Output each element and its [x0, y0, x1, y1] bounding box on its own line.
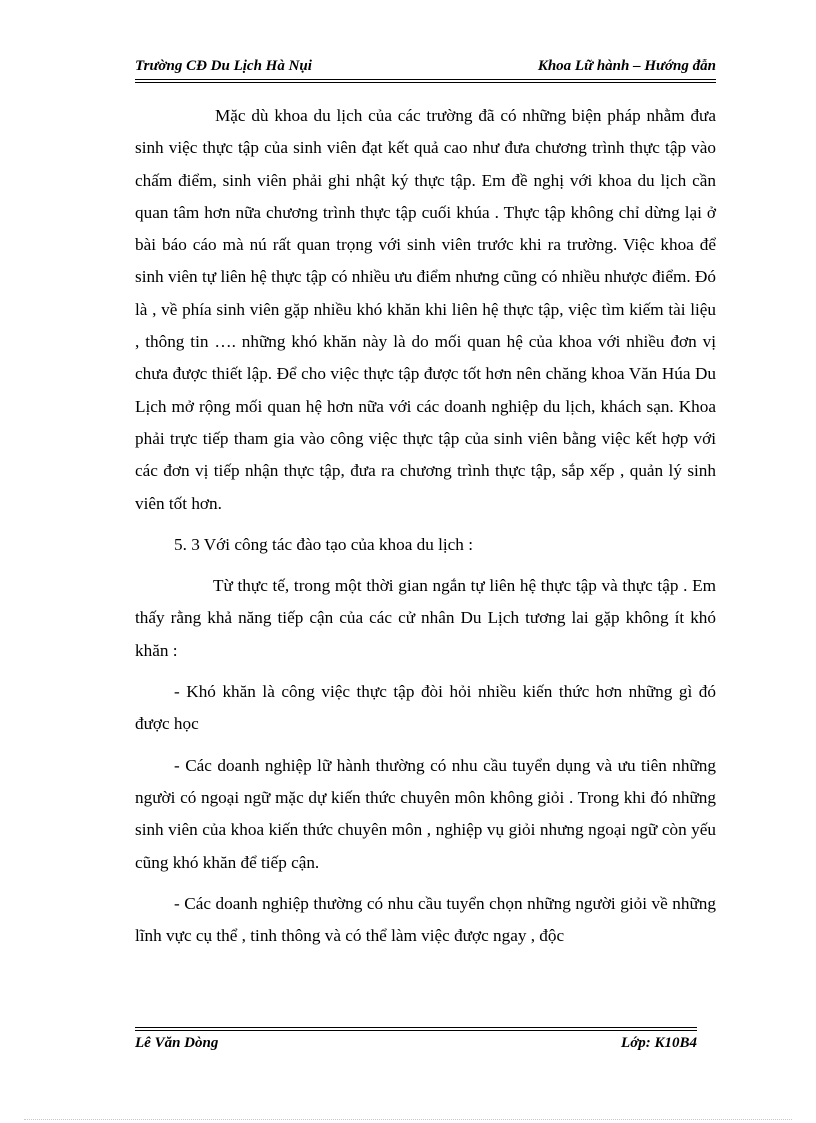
document-body	[135, 100, 716, 952]
bullet-difficulty-3: - Các doanh nghiệp thường có nhu cầu tuyển chọn những người giỏi về những lĩnh vực cụ thể , tinh thông và có thể làm việc được ngay , độc	[135, 893, 716, 946]
header-school-name: Trường CĐ Du Lịch Hà Nụi	[135, 58, 312, 74]
footer-rule-thin	[135, 1027, 697, 1028]
bullet-difficulty-1: - Khó khăn là công việc thực tập đòi hỏi nhiều kiến thức hơn những gì đó được học	[135, 682, 716, 734]
page-header	[135, 56, 716, 82]
bullet-difficulty-2: - Các doanh nghiệp lữ hành thường có nhu cầu tuyển dụng và ưu tiên những người có ngoại ngữ mặc dự kiến thức chuyên môn không giỏi . Trong khi đó những sinh viên của khoa kiến thức chuyên môn , nghiệp vụ giỏi nhưng ngoại ngữ còn yếu cũng khó khăn để tiếp cận.	[135, 755, 716, 872]
paragraph-reality: Từ thực tế, trong một thời gian ngắn tự liên hệ thực tập và thực tập . Em thấy rằng khả năng tiếp cận của các cử nhân Du Lịch tương lai gặp không ít khó khăn :	[135, 576, 716, 660]
page-edge	[24, 1119, 792, 1120]
footer-class: Lớp: K10B4	[621, 1035, 697, 1051]
paragraph-recommendation: Mặc dù khoa du lịch của các trường đã có những biện pháp nhằm đưa sinh việc thực tập của sinh viên đạt kết quả cao như đưa chương trình thực tập vào chấm điểm, sinh viên phải ghi nhật ký thực tập. Em đề nghị với khoa du lịch cần quan tâm hơn nữa chương trình thực tập cuối khúa . Thực tập không chỉ dừng lại ở bài báo cáo mà nú rất quan trọng với sinh viên trước khi ra trường. Việc khoa để sinh viên tự liên hệ thực tập có nhiều ưu điểm nhưng cũng có nhiều nhược điểm. Đó là , về phía sinh viên gặp nhiều khó khăn khi liên hệ thực tập, việc tìm kiếm tài liệu , thông tin …. những khó khăn này là do mối quan hệ của khoa với nhiều đơn vị chưa được thiết lập. Để cho việc thực tập được tốt hơn nên chăng khoa Văn Húa Du Lịch mở rộng mối quan hệ hơn nữa với các doanh nghiệp du lịch, khách sạn. Khoa phải trực tiếp tham gia vào công việc thực tập của sinh viên bằng việc kết hợp với các đơn vị tiếp nhận thực tập, đưa ra chương trình thực tập, sắp xếp , quản lý sinh viên tốt hơn.	[135, 106, 716, 513]
footer-author: Lê Văn Dòng	[135, 1035, 219, 1051]
header-rule	[135, 79, 716, 80]
header-rule-thin	[135, 82, 716, 83]
footer-rule	[135, 1030, 697, 1031]
page-footer	[135, 1024, 697, 1060]
section-heading: 5. 3 Với công tác đào tạo của khoa du lịch :	[174, 534, 473, 554]
header-department: Khoa Lữ hành – Hướng đẫn	[537, 58, 716, 74]
